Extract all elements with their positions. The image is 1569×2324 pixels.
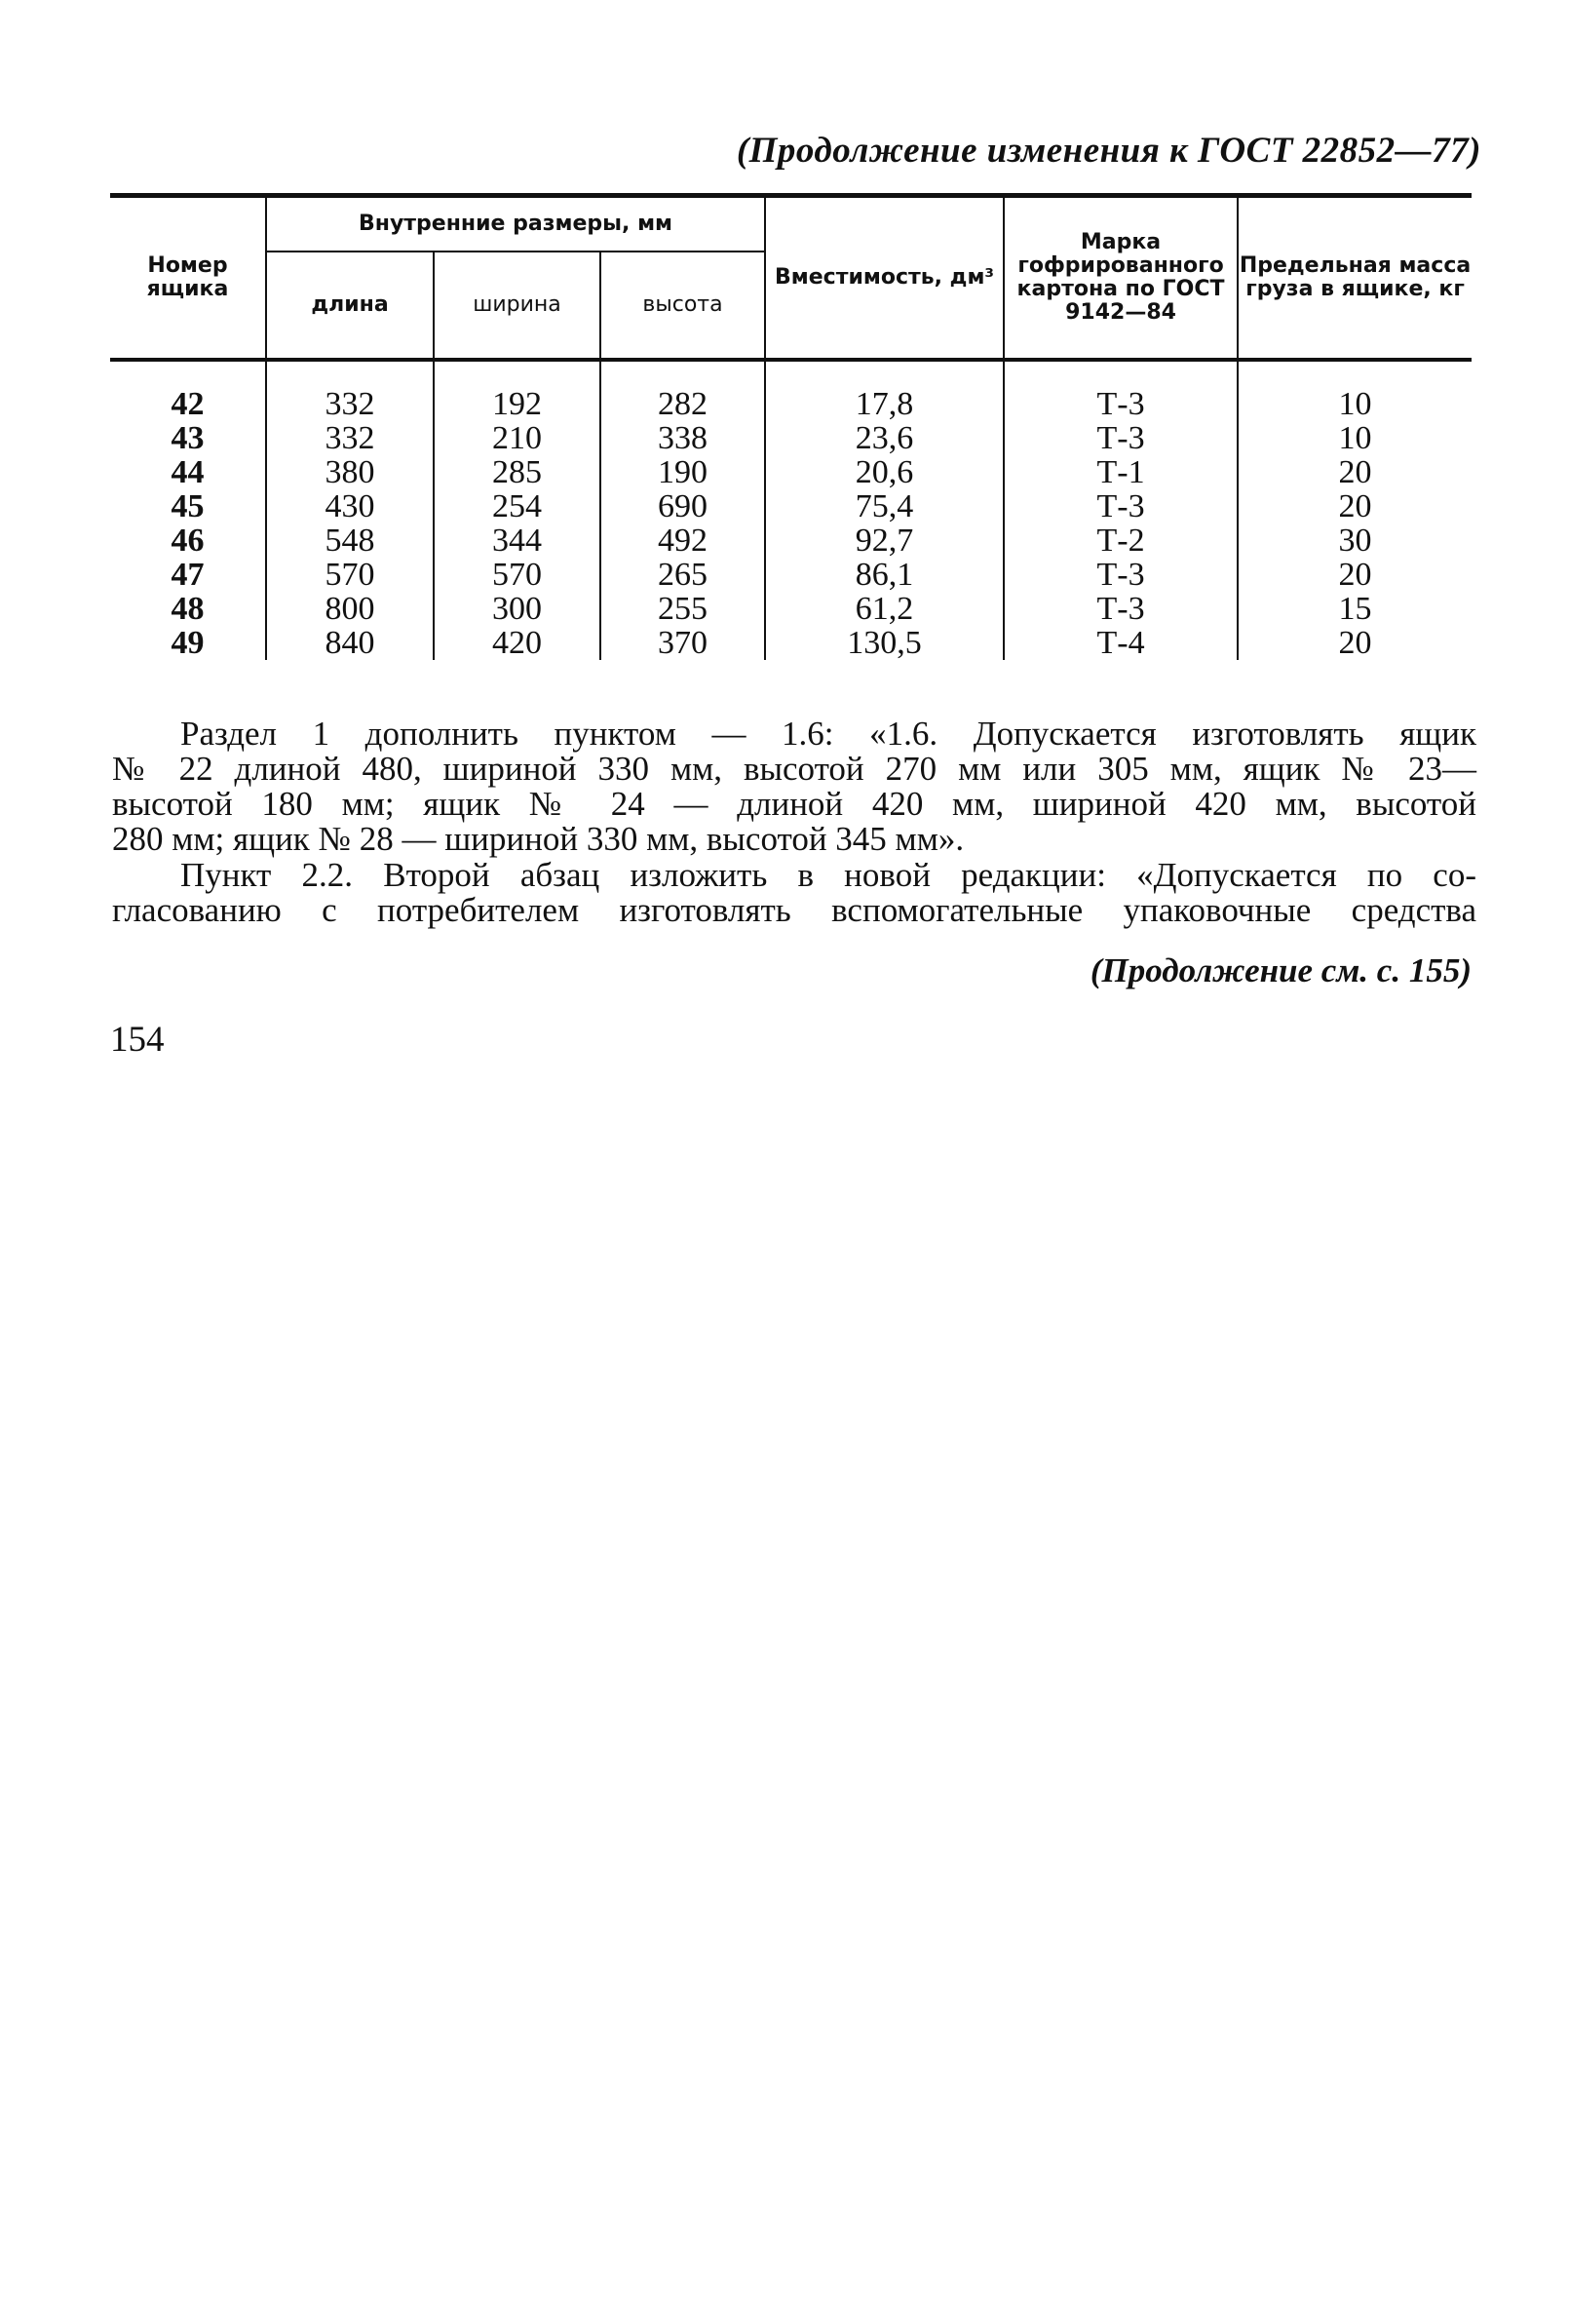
paragraph-line: Пункт 2.2. Второй абзац изложить в новой редакции: «Допускается по со- bbox=[180, 856, 1476, 894]
paragraph-item-2-2 bbox=[112, 858, 1476, 928]
cell-height: 492 bbox=[600, 523, 765, 558]
cell-width: 570 bbox=[434, 558, 600, 592]
cell-width: 344 bbox=[434, 523, 600, 558]
paragraph-section-1 bbox=[112, 717, 1476, 857]
table-row bbox=[110, 421, 1472, 455]
paragraph-line: Раздел 1 дополнить пунктом — 1.6: «1.6. Допускается изготовлять ящик bbox=[180, 715, 1476, 753]
cell-width: 420 bbox=[434, 626, 600, 660]
table-row bbox=[110, 558, 1472, 592]
header-length: длина bbox=[266, 252, 434, 360]
cell-box-number: 49 bbox=[171, 625, 205, 661]
table-row bbox=[110, 360, 1472, 421]
cell-length: 570 bbox=[266, 558, 434, 592]
box-dimensions-table-wrap bbox=[110, 193, 1472, 660]
header-max-load: Предельная масса груза в ящике, кг bbox=[1238, 196, 1472, 361]
cell-height: 338 bbox=[600, 421, 765, 455]
cell-height: 265 bbox=[600, 558, 765, 592]
cell-mass: 30 bbox=[1238, 523, 1472, 558]
table-row bbox=[110, 626, 1472, 660]
cell-capacity: 61,2 bbox=[765, 592, 1004, 626]
paragraph-line: гласованию с потребителем изготовлять вспомогательные упаковочные средства bbox=[112, 891, 1476, 929]
cell-mass: 20 bbox=[1238, 558, 1472, 592]
header-width: ширина bbox=[434, 252, 600, 360]
cell-mass: 15 bbox=[1238, 592, 1472, 626]
paragraph-line: высотой 180 мм; ящик № 24 — длиной 420 мм, шириной 420 мм, высотой bbox=[112, 785, 1476, 823]
cell-length: 548 bbox=[266, 523, 434, 558]
cell-mass: 10 bbox=[1238, 421, 1472, 455]
cell-mass: 20 bbox=[1238, 455, 1472, 489]
cell-mass: 20 bbox=[1238, 626, 1472, 660]
cell-grade: Т-3 bbox=[1004, 592, 1238, 626]
paragraph-line: № 22 длиной 480, шириной 330 мм, высотой 270 мм или 305 мм, ящик № 23— bbox=[112, 750, 1476, 788]
cell-grade: Т-3 bbox=[1004, 558, 1238, 592]
cell-length: 840 bbox=[266, 626, 434, 660]
table-row bbox=[110, 592, 1472, 626]
page-number: 154 bbox=[110, 1020, 165, 1060]
header-cardboard-grade: Марка гофрированного картона по ГОСТ 9142—84 bbox=[1004, 196, 1238, 361]
cell-capacity: 23,6 bbox=[765, 421, 1004, 455]
cell-grade: Т-1 bbox=[1004, 455, 1238, 489]
cell-box-number: 46 bbox=[171, 523, 205, 559]
cell-height: 190 bbox=[600, 455, 765, 489]
cell-box-number: 42 bbox=[171, 386, 205, 422]
cell-height: 255 bbox=[600, 592, 765, 626]
cell-grade: Т-3 bbox=[1004, 421, 1238, 455]
cell-capacity: 75,4 bbox=[765, 489, 1004, 523]
cell-grade: Т-3 bbox=[1004, 489, 1238, 523]
cell-box-number: 48 bbox=[171, 591, 205, 627]
cell-length: 332 bbox=[266, 360, 434, 421]
cell-length: 380 bbox=[266, 455, 434, 489]
cell-length: 332 bbox=[266, 421, 434, 455]
cell-capacity: 17,8 bbox=[765, 360, 1004, 421]
cell-box-number: 44 bbox=[171, 454, 205, 490]
cell-box-number: 45 bbox=[171, 488, 205, 524]
cell-length: 800 bbox=[266, 592, 434, 626]
cell-height: 282 bbox=[600, 360, 765, 421]
cell-width: 210 bbox=[434, 421, 600, 455]
cell-length: 430 bbox=[266, 489, 434, 523]
cell-grade: Т-2 bbox=[1004, 523, 1238, 558]
cell-grade: Т-4 bbox=[1004, 626, 1238, 660]
cell-width: 285 bbox=[434, 455, 600, 489]
box-dimensions-table bbox=[110, 193, 1472, 660]
header-inner-dimensions: Внутренние размеры, мм bbox=[266, 196, 765, 252]
cell-mass: 20 bbox=[1238, 489, 1472, 523]
table-row bbox=[110, 489, 1472, 523]
cell-capacity: 20,6 bbox=[765, 455, 1004, 489]
cell-width: 300 bbox=[434, 592, 600, 626]
cell-height: 690 bbox=[600, 489, 765, 523]
cell-capacity: 92,7 bbox=[765, 523, 1004, 558]
table-row bbox=[110, 455, 1472, 489]
paragraph-line: 280 мм; ящик № 28 — шириной 330 мм, высотой 345 мм». bbox=[112, 820, 965, 858]
running-head: (Продолжение изменения к ГОСТ 22852—77) bbox=[736, 131, 1481, 171]
cell-height: 370 bbox=[600, 626, 765, 660]
table-header-row-1 bbox=[110, 196, 1472, 252]
cell-capacity: 86,1 bbox=[765, 558, 1004, 592]
cell-mass: 10 bbox=[1238, 360, 1472, 421]
header-capacity: Вместимость, дм³ bbox=[765, 196, 1004, 361]
header-box-number: Номер ящика bbox=[110, 196, 266, 361]
cell-grade: Т-3 bbox=[1004, 360, 1238, 421]
continued-note: (Продолжение см. с. 155) bbox=[1090, 951, 1472, 989]
cell-width: 192 bbox=[434, 360, 600, 421]
cell-box-number: 43 bbox=[171, 420, 205, 456]
cell-box-number: 47 bbox=[171, 557, 205, 593]
cell-capacity: 130,5 bbox=[765, 626, 1004, 660]
cell-width: 254 bbox=[434, 489, 600, 523]
table-row bbox=[110, 523, 1472, 558]
header-height: высота bbox=[600, 252, 765, 360]
